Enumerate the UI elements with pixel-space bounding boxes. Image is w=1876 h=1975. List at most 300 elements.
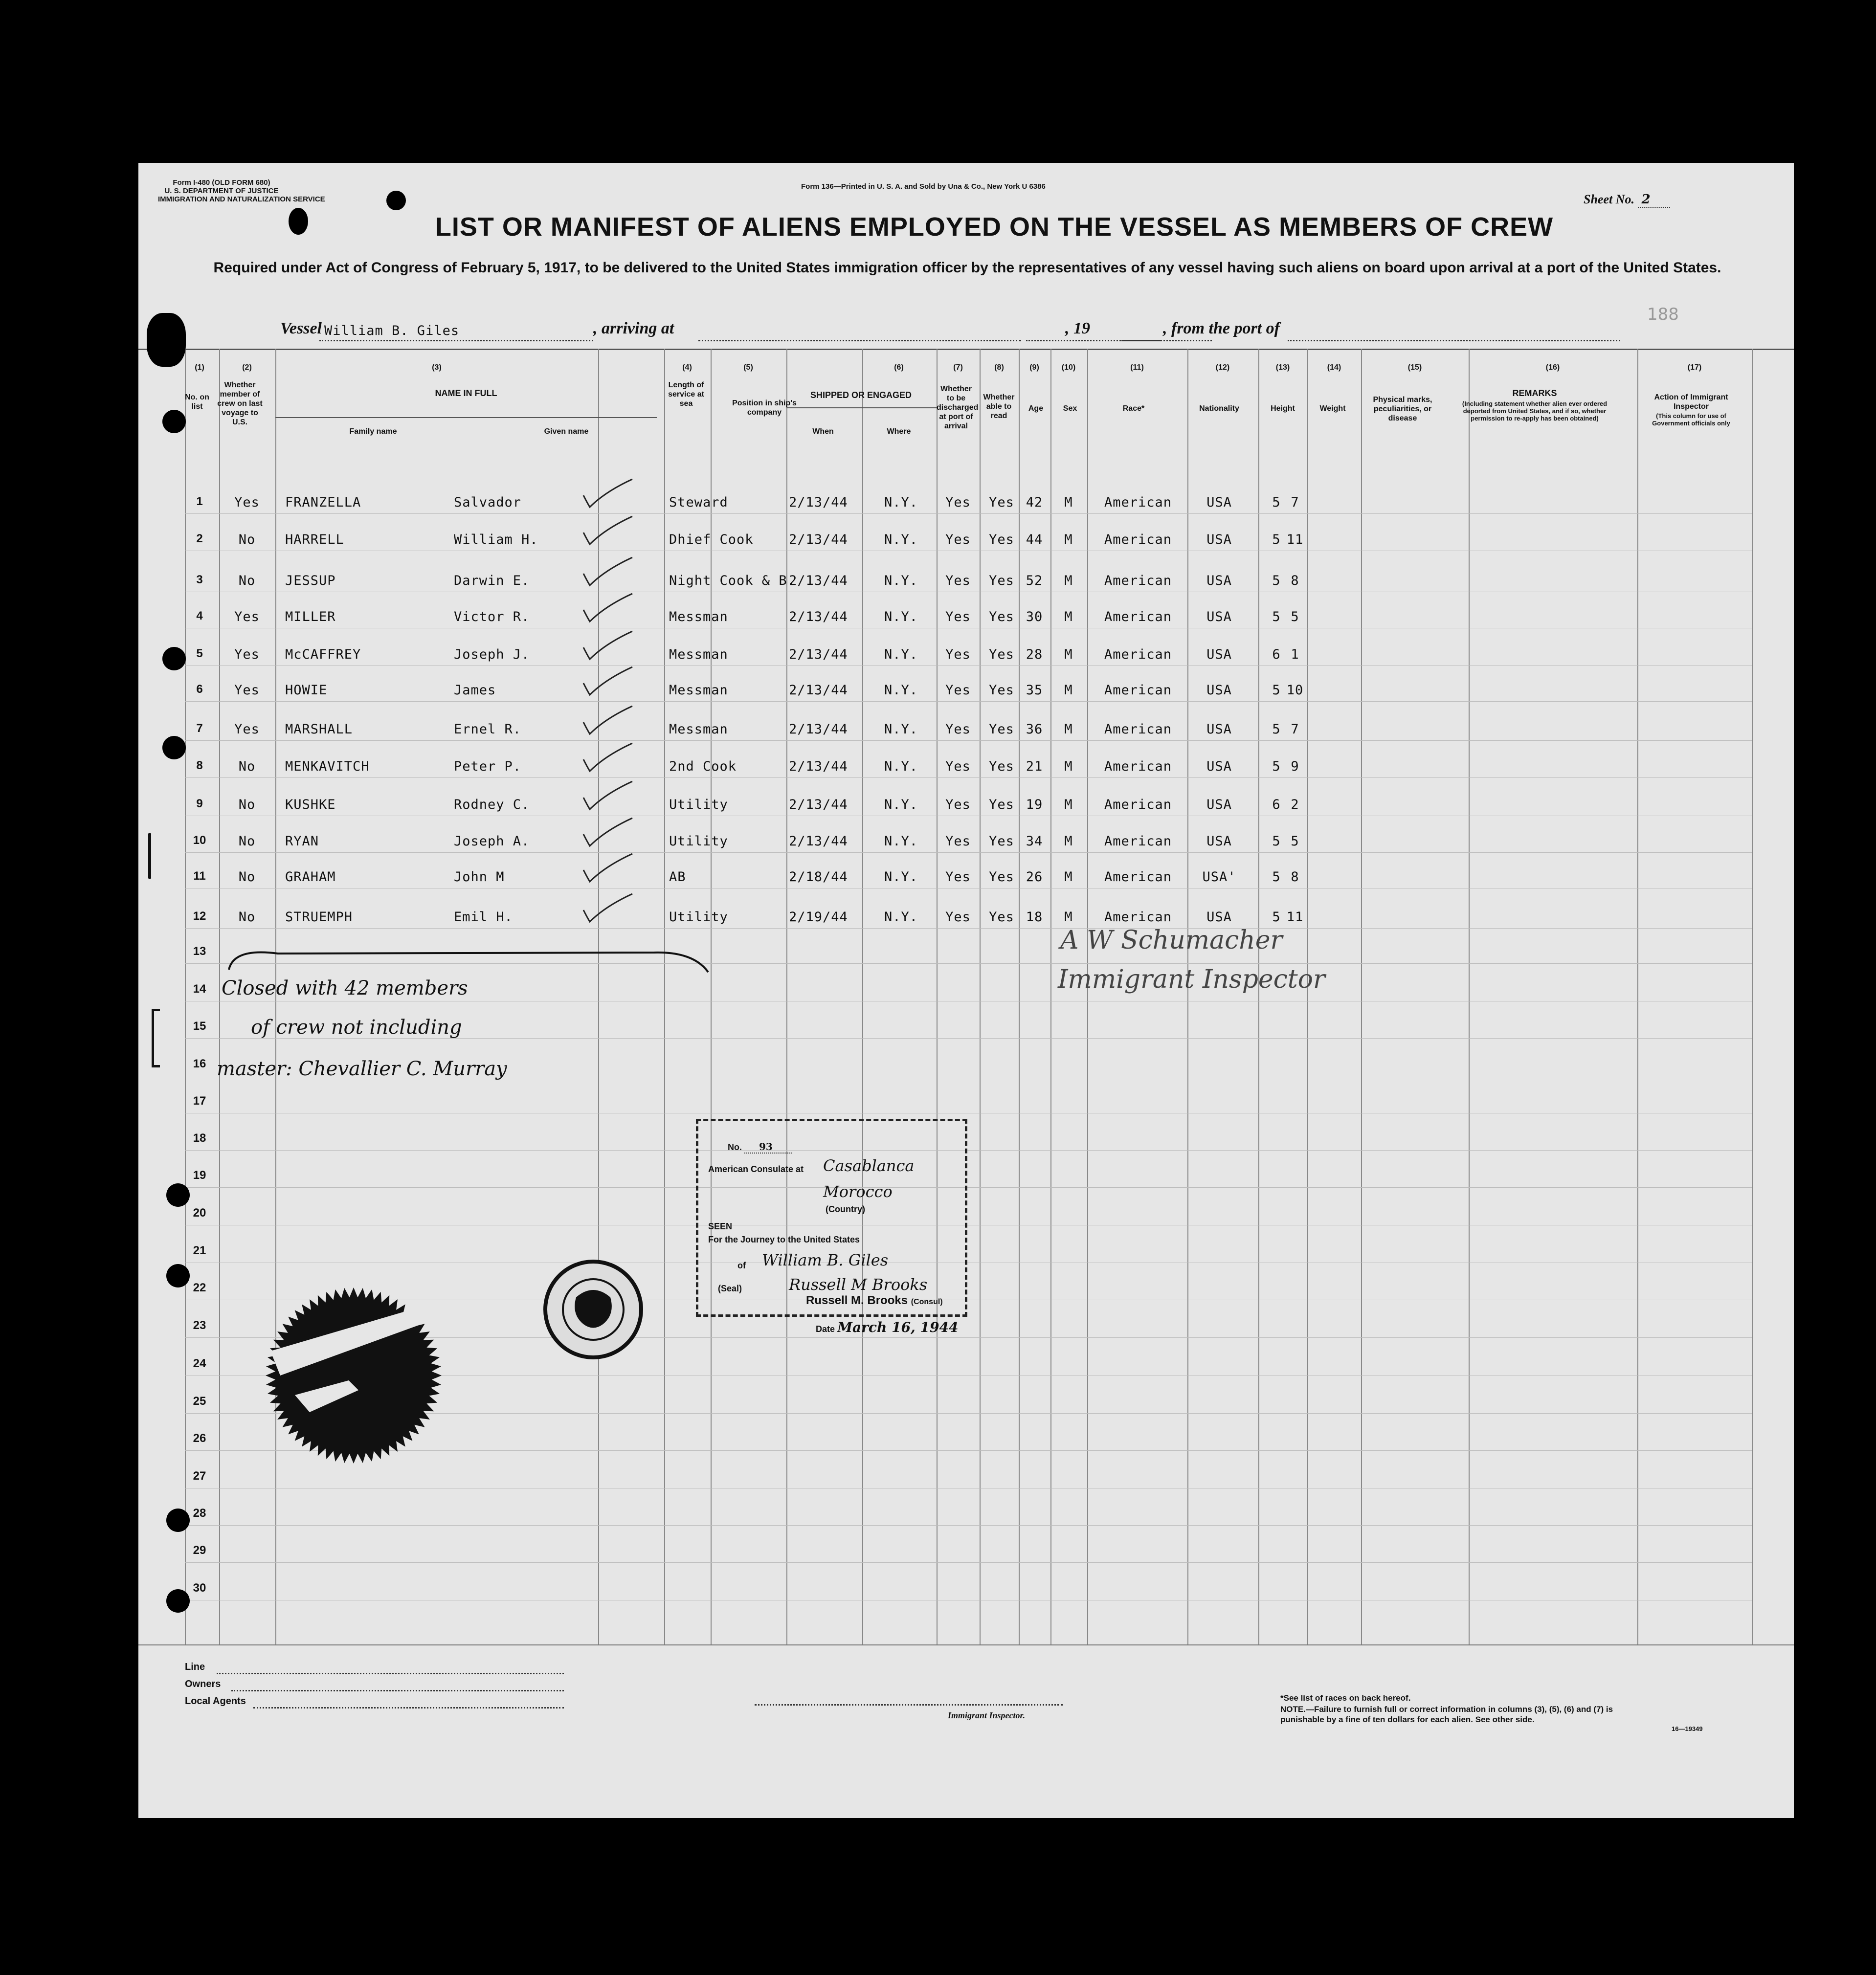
header-race: Race* xyxy=(1122,404,1145,413)
row-divider xyxy=(185,740,1752,741)
ink-blot xyxy=(289,208,308,235)
empty-row-number: 17 xyxy=(193,1094,206,1108)
shipped-when: 2/19/44 xyxy=(789,910,848,925)
shipped-where: N.Y. xyxy=(884,495,918,510)
sex: M xyxy=(1064,722,1073,737)
nationality: USA xyxy=(1206,647,1232,662)
position: Utility xyxy=(669,797,728,812)
age: 28 xyxy=(1026,647,1043,662)
row-number: 10 xyxy=(193,834,206,847)
punch-hole xyxy=(166,1509,190,1532)
discharged: Yes xyxy=(945,683,971,698)
position: Messman xyxy=(669,683,728,698)
sheet-label: Sheet No. xyxy=(1584,192,1634,206)
able-to-read: Yes xyxy=(989,910,1014,925)
height-inches: 5 xyxy=(1291,609,1299,624)
family-name: McCAFFREY xyxy=(285,647,361,662)
age: 36 xyxy=(1026,722,1043,737)
check-mark-icon xyxy=(581,779,635,813)
footer-inspector-label: Immigrant Inspector. xyxy=(948,1710,1026,1720)
check-mark-icon xyxy=(581,514,635,548)
sex: M xyxy=(1064,532,1073,547)
height-inches: 2 xyxy=(1291,797,1299,812)
race: American xyxy=(1104,683,1172,698)
manifest-sheet xyxy=(138,163,1794,1818)
date-line xyxy=(1026,340,1212,341)
empty-row-number: 27 xyxy=(193,1469,206,1483)
race: American xyxy=(1104,609,1172,624)
age: 42 xyxy=(1026,495,1043,510)
age: 34 xyxy=(1026,834,1043,849)
year-line xyxy=(1121,340,1161,341)
height-inches: 9 xyxy=(1291,759,1299,774)
nationality: USA xyxy=(1206,834,1232,849)
row-divider xyxy=(185,852,1752,853)
vessel-name: William B. Giles xyxy=(324,323,460,338)
empty-row-number: 20 xyxy=(193,1206,206,1220)
row-divider xyxy=(185,928,1752,929)
column-number: (8) xyxy=(994,363,1004,372)
header-length-of-service: Length of service at sea xyxy=(668,381,704,408)
discharged: Yes xyxy=(945,759,971,774)
sheet-number: 2 xyxy=(1638,192,1670,208)
race: American xyxy=(1104,647,1172,662)
nationality: USA xyxy=(1206,683,1232,698)
column-divider xyxy=(1752,349,1753,1644)
stamp-city: Casablanca xyxy=(823,1156,915,1175)
stamp-no xyxy=(728,1141,792,1153)
sex: M xyxy=(1064,869,1073,885)
height-inches: 8 xyxy=(1291,869,1299,885)
able-to-read: Yes xyxy=(989,683,1014,698)
footer-owners-field xyxy=(231,1690,564,1691)
sex: M xyxy=(1064,910,1073,925)
height-feet: 5 xyxy=(1272,495,1281,510)
header-when: When xyxy=(812,427,834,436)
given-name: Rodney C. xyxy=(454,797,530,812)
column-number: (9) xyxy=(1029,363,1039,372)
race: American xyxy=(1104,573,1172,588)
footer-inspector-field xyxy=(755,1704,1063,1706)
footer-note: NOTE.—Failure to furnish full or correct information in columns (3), (5), (6) and (7) is punishable by a fine of ten dollars for each alien. See other side. xyxy=(1280,1705,1613,1724)
nationality: USA xyxy=(1206,532,1232,547)
shipped-when: 2/13/44 xyxy=(789,609,848,624)
able-to-read: Yes xyxy=(989,759,1014,774)
family-name: MILLER xyxy=(285,609,336,624)
footer-owners-label: Owners xyxy=(185,1679,221,1689)
given-name: Joseph A. xyxy=(454,834,530,849)
able-to-read: Yes xyxy=(989,573,1014,588)
header-remarks: REMARKS xyxy=(1512,388,1557,398)
nationality: USA xyxy=(1206,722,1232,737)
stamp-no-value: 93 xyxy=(744,1141,792,1154)
sex: M xyxy=(1064,647,1073,662)
sheet-number-field xyxy=(1584,192,1670,207)
footer-line-label: Line xyxy=(185,1662,205,1672)
header-physical: Physical marks, peculiarities, or disease xyxy=(1373,396,1432,422)
corner-number: 188 xyxy=(1647,305,1679,324)
header-nationality: Nationality xyxy=(1199,404,1239,413)
able-to-read: Yes xyxy=(989,869,1014,885)
height-inches: 7 xyxy=(1291,722,1299,737)
vessel-label: Vessel xyxy=(280,319,322,337)
discharged: Yes xyxy=(945,722,971,737)
shipped-where: N.Y. xyxy=(884,869,918,885)
handwritten-note-line-3: master: Chevallier C. Murray xyxy=(217,1058,507,1080)
shipped-where: N.Y. xyxy=(884,647,918,662)
check-mark-icon xyxy=(581,851,635,886)
given-name: Victor R. xyxy=(454,609,530,624)
position: Dhief Cook xyxy=(669,532,754,547)
margin-bracket xyxy=(152,1009,160,1067)
sex: M xyxy=(1064,683,1073,698)
column-number: (1) xyxy=(195,363,204,372)
member-last-voyage: No xyxy=(238,797,256,812)
shipped-where: N.Y. xyxy=(884,834,918,849)
height-inches: 10 xyxy=(1286,683,1304,698)
height-feet: 5 xyxy=(1272,910,1281,925)
header-action: Action of Immigrant Inspector xyxy=(1654,393,1728,411)
height-feet: 5 xyxy=(1272,722,1281,737)
column-number: (6) xyxy=(894,363,904,372)
column-number: (15) xyxy=(1407,363,1422,372)
row-number: 7 xyxy=(196,722,203,735)
shipped-where: N.Y. xyxy=(884,797,918,812)
race: American xyxy=(1104,495,1172,510)
nationality: USA xyxy=(1206,797,1232,812)
row-number: 6 xyxy=(196,683,203,696)
punch-hole xyxy=(162,736,186,759)
row-divider xyxy=(185,1525,1752,1526)
check-mark-icon xyxy=(581,891,635,926)
check-mark-icon xyxy=(581,555,635,589)
header-discharged: Whether to be discharged at port of arrival xyxy=(937,385,979,430)
header-no-on-list: No. on list xyxy=(185,393,209,411)
age: 30 xyxy=(1026,609,1043,624)
check-mark-icon xyxy=(581,591,635,625)
consul-signature: Russell M Brooks xyxy=(789,1275,928,1294)
member-last-voyage: No xyxy=(238,573,256,588)
able-to-read: Yes xyxy=(989,797,1014,812)
row-divider xyxy=(185,701,1752,702)
header-whether-member: Whether member of crew on last voyage to U.S. xyxy=(217,381,263,426)
shipped-when: 2/13/44 xyxy=(789,722,848,737)
column-number: (17) xyxy=(1687,363,1702,372)
header-action-note: (This column for use of Government officials only xyxy=(1652,412,1730,427)
column-number: (12) xyxy=(1215,363,1230,372)
footer-race-note: *See list of races on back hereof. xyxy=(1280,1693,1411,1703)
row-number: 12 xyxy=(193,910,206,923)
inspector-signature: A W Schumacher xyxy=(1060,926,1283,955)
height-feet: 5 xyxy=(1272,573,1281,588)
discharged: Yes xyxy=(945,834,971,849)
row-divider xyxy=(185,513,1752,514)
header-given-name: Given name xyxy=(544,427,589,436)
race: American xyxy=(1104,834,1172,849)
nationality: USA' xyxy=(1202,869,1236,885)
shipped-when: 2/13/44 xyxy=(789,834,848,849)
given-name: Ernel R. xyxy=(454,722,522,737)
header-able-to-read: Whether able to read xyxy=(983,393,1015,420)
discharged: Yes xyxy=(945,573,971,588)
position: Messman xyxy=(669,647,728,662)
height-feet: 5 xyxy=(1272,532,1281,547)
height-feet: 5 xyxy=(1272,759,1281,774)
member-last-voyage: No xyxy=(238,834,256,849)
family-name: RYAN xyxy=(285,834,319,849)
empty-row-number: 16 xyxy=(193,1057,206,1070)
stamp-country-label: (Country) xyxy=(826,1204,865,1214)
height-inches: 7 xyxy=(1291,495,1299,510)
stamp-vessel-handwritten: William B. Giles xyxy=(762,1251,889,1269)
empty-row-number: 30 xyxy=(193,1581,206,1595)
consulate-stamp xyxy=(696,1119,967,1335)
row-divider xyxy=(185,1150,1752,1151)
position: Steward xyxy=(669,495,728,510)
height-feet: 5 xyxy=(1272,609,1281,624)
empty-row-number: 22 xyxy=(193,1281,206,1294)
handwritten-note xyxy=(217,977,691,1114)
position: AB xyxy=(669,869,686,885)
table-bottom-rule xyxy=(138,1644,1794,1645)
sex: M xyxy=(1064,797,1073,812)
member-last-voyage: Yes xyxy=(234,609,260,624)
header-family-name: Family name xyxy=(349,427,397,436)
row-divider xyxy=(185,1562,1752,1563)
empty-row-number: 24 xyxy=(193,1357,206,1370)
shipped-where: N.Y. xyxy=(884,759,918,774)
shipped-when: 2/13/44 xyxy=(789,797,848,812)
empty-row-number: 28 xyxy=(193,1507,206,1520)
consular-seal xyxy=(539,1256,647,1363)
column-number: (13) xyxy=(1275,363,1290,372)
printer-line: Form 136—Printed in U. S. A. and Sold by Una & Co., New York U 6386 xyxy=(801,182,1046,191)
member-last-voyage: Yes xyxy=(234,647,260,662)
check-mark-icon xyxy=(581,741,635,775)
family-name: MENKAVITCH xyxy=(285,759,370,774)
given-name: Joseph J. xyxy=(454,647,530,662)
shipped-where: N.Y. xyxy=(884,573,918,588)
given-name: Emil H. xyxy=(454,910,513,925)
punch-hole xyxy=(166,1264,190,1287)
race: American xyxy=(1104,722,1172,737)
member-last-voyage: No xyxy=(238,759,256,774)
stamp-date xyxy=(816,1319,958,1335)
name-rule xyxy=(275,417,657,418)
sex: M xyxy=(1064,609,1073,624)
stamp-seal-label: (Seal) xyxy=(718,1284,742,1293)
empty-row-number: 18 xyxy=(193,1132,206,1145)
position: Messman xyxy=(669,722,728,737)
row-number: 3 xyxy=(196,573,203,586)
member-last-voyage: No xyxy=(238,910,256,925)
column-number: (3) xyxy=(432,363,442,372)
shipped-when: 2/13/44 xyxy=(789,532,848,547)
family-name: KUSHKE xyxy=(285,797,336,812)
header-remarks-note: (Including statement whether alien ever ordered deported from United States, and if so, whether permission to re-apply has been obtained) xyxy=(1462,400,1608,422)
sex: M xyxy=(1064,759,1073,774)
family-name: HOWIE xyxy=(285,683,328,698)
consul-name-text: Russell M. Brooks xyxy=(806,1294,908,1307)
page-subtitle: Required under Act of Congress of February 5, 1917, to be delivered to the United States immigration officer by the representatives of any vessel having such aliens on board upon arrival at a port of the United States. xyxy=(213,260,1721,276)
race: American xyxy=(1104,910,1172,925)
row-number: 4 xyxy=(196,609,203,622)
shipped-when: 2/13/44 xyxy=(789,683,848,698)
member-last-voyage: Yes xyxy=(234,722,260,737)
given-name: John M xyxy=(454,869,505,885)
note-bracket xyxy=(224,943,713,977)
member-last-voyage: No xyxy=(238,869,256,885)
form-header-block xyxy=(158,178,325,203)
row-number: 2 xyxy=(196,532,203,545)
nationality: USA xyxy=(1206,910,1232,925)
age: 44 xyxy=(1026,532,1043,547)
row-number: 8 xyxy=(196,759,203,772)
header-shipped: SHIPPED OR ENGAGED xyxy=(810,390,912,400)
stamp-journey-label: For the Journey to the United States xyxy=(708,1235,860,1244)
height-inches: 1 xyxy=(1291,647,1299,662)
from-port-label: , from the port of xyxy=(1163,319,1280,337)
check-mark-icon xyxy=(581,665,635,699)
row-number: 1 xyxy=(196,495,203,508)
given-name: William H. xyxy=(454,532,538,547)
ribbon-seal xyxy=(261,1283,447,1468)
arriving-line xyxy=(698,340,1021,341)
shipped-rule xyxy=(786,407,938,408)
family-name: STRUEMPH xyxy=(285,910,353,925)
sex: M xyxy=(1064,495,1073,510)
age: 18 xyxy=(1026,910,1043,925)
stamp-of-label: of xyxy=(737,1261,746,1270)
check-mark-icon xyxy=(581,704,635,738)
shipped-when: 2/13/44 xyxy=(789,647,848,662)
family-name: GRAHAM xyxy=(285,869,336,885)
header-sex: Sex xyxy=(1063,404,1077,413)
stamp-date-value: March 16, 1944 xyxy=(837,1319,959,1335)
nationality: USA xyxy=(1206,609,1232,624)
empty-row-number: 23 xyxy=(193,1319,206,1332)
age: 52 xyxy=(1026,573,1043,588)
footer-line-field xyxy=(217,1673,564,1674)
able-to-read: Yes xyxy=(989,532,1014,547)
shipped-where: N.Y. xyxy=(884,722,918,737)
arriving-label: , arriving at xyxy=(593,319,674,337)
race: American xyxy=(1104,869,1172,885)
consul-title: (Consul) xyxy=(911,1298,943,1306)
empty-row-number: 15 xyxy=(193,1020,206,1033)
footer-code: 16—19349 xyxy=(1672,1725,1703,1732)
margin-mark xyxy=(148,833,151,879)
age: 26 xyxy=(1026,869,1043,885)
sex: M xyxy=(1064,573,1073,588)
able-to-read: Yes xyxy=(989,647,1014,662)
height-feet: 5 xyxy=(1272,869,1281,885)
position: 2nd Cook xyxy=(669,759,737,774)
shipped-when: 2/13/44 xyxy=(789,495,848,510)
stamp-date-label: Date xyxy=(816,1324,835,1334)
height-inches: 5 xyxy=(1291,834,1299,849)
age: 19 xyxy=(1026,797,1043,812)
given-name: James xyxy=(454,683,496,698)
column-number: (7) xyxy=(953,363,963,372)
header-where: Where xyxy=(887,427,911,436)
header-position: Position in ship's company xyxy=(732,399,797,417)
shipped-when: 2/13/44 xyxy=(789,759,848,774)
member-last-voyage: Yes xyxy=(234,495,260,510)
form-number: Form I-480 (OLD FORM 680) xyxy=(173,178,270,187)
nationality: USA xyxy=(1206,573,1232,588)
row-number: 5 xyxy=(196,647,203,660)
member-last-voyage: Yes xyxy=(234,683,260,698)
discharged: Yes xyxy=(945,797,971,812)
family-name: JESSUP xyxy=(285,573,336,588)
height-feet: 5 xyxy=(1272,834,1281,849)
stamp-consulate-label: American Consulate at xyxy=(708,1164,804,1174)
sex: M xyxy=(1064,834,1073,849)
column-number: (11) xyxy=(1130,363,1144,372)
year-label: , 19 xyxy=(1065,319,1090,337)
column-number: (16) xyxy=(1545,363,1560,372)
check-mark-icon xyxy=(581,629,635,663)
consul-name xyxy=(806,1294,943,1308)
able-to-read: Yes xyxy=(989,495,1014,510)
discharged: Yes xyxy=(945,647,971,662)
given-name: Peter P. xyxy=(454,759,522,774)
family-name: MARSHALL xyxy=(285,722,353,737)
column-number: (2) xyxy=(242,363,252,372)
header-age: Age xyxy=(1028,404,1044,413)
handwritten-note-line-1: Closed with 42 members xyxy=(222,977,468,999)
race: American xyxy=(1104,797,1172,812)
shipped-where: N.Y. xyxy=(884,532,918,547)
discharged: Yes xyxy=(945,495,971,510)
shipped-where: N.Y. xyxy=(884,910,918,925)
stamp-seen-label: SEEN xyxy=(708,1221,733,1231)
row-divider xyxy=(185,1187,1752,1188)
stamp-no-label: No. xyxy=(728,1142,742,1152)
empty-row-number: 21 xyxy=(193,1244,206,1257)
punch-hole xyxy=(166,1183,190,1207)
check-mark-icon xyxy=(581,816,635,850)
footer-local-agents-label: Local Agents xyxy=(185,1696,246,1707)
discharged: Yes xyxy=(945,910,971,925)
able-to-read: Yes xyxy=(989,722,1014,737)
header-rule xyxy=(138,349,1794,350)
empty-row-number: 13 xyxy=(193,945,206,958)
nationality: USA xyxy=(1206,495,1232,510)
height-feet: 5 xyxy=(1272,683,1281,698)
column-number: (14) xyxy=(1327,363,1341,372)
height-feet: 6 xyxy=(1272,647,1281,662)
row-number: 11 xyxy=(193,869,206,883)
page-title: LIST OR MANIFEST OF ALIENS EMPLOYED ON THE VESSEL AS MEMBERS OF CREW xyxy=(435,212,1554,242)
shipped-when: 2/18/44 xyxy=(789,869,848,885)
column-number: (5) xyxy=(743,363,753,372)
able-to-read: Yes xyxy=(989,609,1014,624)
position: Night Cook & B. xyxy=(669,573,796,588)
check-mark-icon xyxy=(581,477,635,511)
height-inches: 11 xyxy=(1286,910,1304,925)
ink-blot xyxy=(147,313,186,367)
discharged: Yes xyxy=(945,869,971,885)
row-divider xyxy=(185,777,1752,778)
height-inches: 8 xyxy=(1291,573,1299,588)
column-number: (4) xyxy=(682,363,692,372)
nationality: USA xyxy=(1206,759,1232,774)
shipped-where: N.Y. xyxy=(884,683,918,698)
empty-row-number: 25 xyxy=(193,1395,206,1408)
family-name: FRANZELLA xyxy=(285,495,361,510)
